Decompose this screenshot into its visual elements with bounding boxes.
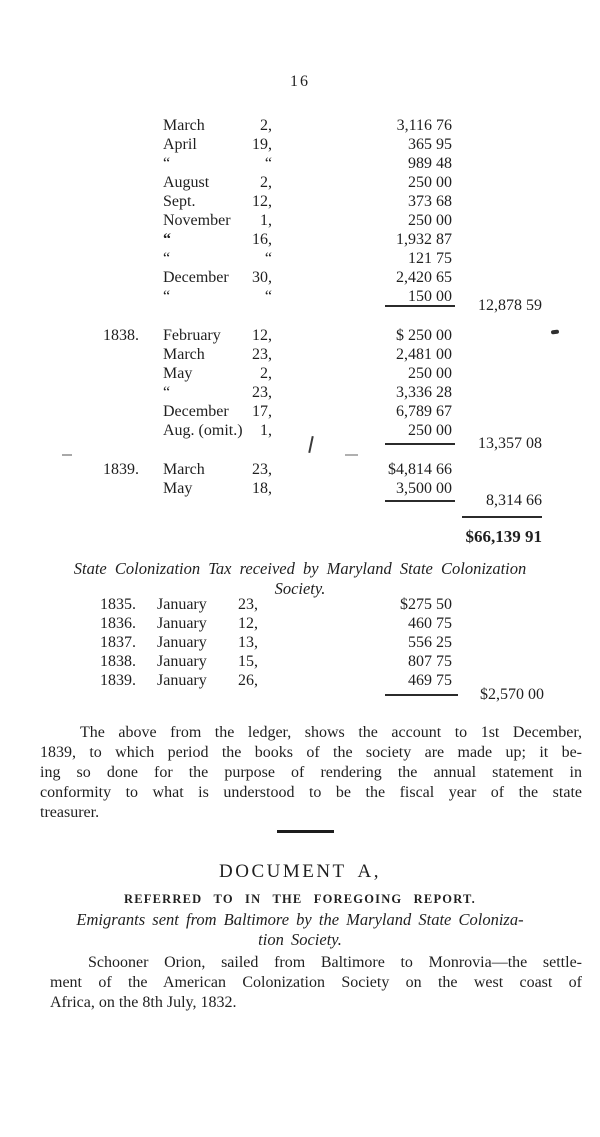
subtotal-rule [385, 500, 455, 502]
ledger-row [0, 173, 600, 192]
subtotal-rule [385, 443, 455, 445]
ledger-year: 1839. [103, 461, 139, 478]
ledger-amount: 121 75 [408, 250, 452, 267]
ledger-subtotal-row [0, 491, 600, 510]
ledger-day: 16, [252, 231, 272, 248]
ledger-amount: 3,116 76 [396, 117, 452, 134]
tax-amount: 556 25 [408, 634, 452, 651]
body-line: Schooner Orion, sailed from Baltimore to Monrovia—the settle- [88, 954, 582, 971]
tax-heading-line2: Society. [274, 579, 326, 598]
tax-year: 1835. [100, 596, 136, 613]
ledger-row [0, 154, 600, 173]
tax-month: January [157, 653, 207, 670]
ledger-month: December [163, 403, 229, 420]
tax-month: January [157, 672, 207, 689]
ledger-row [0, 211, 600, 230]
ledger-month: February [163, 327, 221, 344]
ledger-subtotal-row [0, 296, 600, 315]
ledger-row [0, 268, 600, 287]
subtotal-rule [385, 305, 455, 307]
tax-month: January [157, 596, 207, 613]
ledger-month: May [163, 365, 193, 382]
tax-year: 1837. [100, 634, 136, 651]
section-divider [277, 830, 334, 833]
ditto-mark: “ [264, 155, 272, 172]
ditto-mark: “ [163, 384, 171, 401]
ledger-month: March [163, 117, 205, 134]
ledger-year: 1838. [103, 327, 139, 344]
tax-row [0, 633, 600, 652]
ledger-amount: 250 00 [408, 212, 452, 229]
ditto-mark: “ [163, 288, 171, 305]
ledger-amount: 2,481 00 [396, 346, 452, 363]
subtotal-value: 12,878 59 [478, 297, 542, 314]
tax-year: 1839. [100, 672, 136, 689]
ledger-row [0, 402, 600, 421]
ditto-mark: “ [163, 250, 171, 267]
ledger-amount: $ 250 00 [396, 327, 452, 344]
ledger-row [0, 116, 600, 135]
ledger-month: May [163, 480, 193, 497]
tax-total-row [0, 685, 600, 704]
note-line: treasurer. [40, 804, 100, 821]
ledger-note-paragraph [40, 723, 582, 823]
tax-day: 23, [238, 596, 258, 613]
grand-total-rule [462, 516, 542, 518]
ledger-amount: 250 00 [408, 174, 452, 191]
ledger-amount: 3,336 28 [396, 384, 452, 401]
ledger-day: 12, [252, 327, 272, 344]
ledger-day: 19, [252, 136, 272, 153]
ledger-day: 12, [252, 193, 272, 210]
ledger-day: 30, [252, 269, 272, 286]
body-line: Africa, on the 8th July, 1832. [50, 994, 237, 1011]
ledger-row [0, 364, 600, 383]
tax-day: 15, [238, 653, 258, 670]
tax-row [0, 614, 600, 633]
ledger-row [0, 135, 600, 154]
ledger-row [0, 383, 600, 402]
ledger-amount: 989 48 [408, 155, 452, 172]
note-line: 1839, to which period the books of the society are made up; it be- [40, 744, 582, 761]
ink-dash-mark [62, 454, 72, 456]
ledger-row [0, 230, 600, 249]
ledger-amount: 250 00 [408, 422, 452, 439]
tax-row [0, 652, 600, 671]
tax-year: 1838. [100, 653, 136, 670]
ledger-row [0, 326, 600, 345]
grand-total-value: $66,139 91 [465, 527, 542, 546]
subtotal-value: 8,314 66 [486, 492, 542, 509]
ledger-day: 23, [252, 346, 272, 363]
ledger-row [0, 249, 600, 268]
page-number: 16 [290, 73, 310, 90]
grand-total-row [0, 527, 600, 546]
subtotal-rule [385, 694, 458, 696]
note-line: ing so done for the purpose of rendering the annual statement in [40, 764, 582, 781]
ledger-row [0, 345, 600, 364]
ledger-month: March [163, 346, 205, 363]
tax-amount: 469 75 [408, 672, 452, 689]
document-a-title: DOCUMENT A, [219, 861, 381, 882]
ledger-month: December [163, 269, 229, 286]
tax-amount: 807 75 [408, 653, 452, 670]
ledger-amount: 150 00 [408, 288, 452, 305]
ditto-mark: “ [163, 155, 171, 172]
tax-heading-line1: State Colonization Tax received by Maryland State Colonization [73, 559, 527, 578]
ledger-amount: 6,789 67 [396, 403, 452, 420]
ledger-month: March [163, 461, 205, 478]
ledger-amount: 373 68 [408, 193, 452, 210]
ledger-amount: 3,500 00 [396, 480, 452, 497]
ledger-month: Aug. (omit.) [163, 422, 243, 439]
tax-month: January [157, 615, 207, 632]
document-a-subtitle: REFERRED TO IN THE FOREGOING REPORT. [124, 892, 476, 906]
ledger-day: 2, [260, 117, 272, 134]
tax-amount: 460 75 [408, 615, 452, 632]
ledger-amount: 1,932 87 [396, 231, 452, 248]
ditto-mark: “ [264, 288, 272, 305]
ledger-month: August [163, 174, 210, 191]
ledger-day: 2, [260, 365, 272, 382]
ledger-day: 1, [260, 212, 272, 229]
note-line: The above from the ledger, shows the account to 1st December, [80, 724, 582, 741]
tax-day: 13, [238, 634, 258, 651]
ledger-day: 18, [252, 480, 272, 497]
tax-day: 12, [238, 615, 258, 632]
emigrants-heading-line2: tion Society. [258, 930, 342, 949]
tax-day: 26, [238, 672, 258, 689]
ledger-month: November [163, 212, 231, 229]
ledger-day: 2, [260, 174, 272, 191]
tax-row [0, 595, 600, 614]
ledger-day: 17, [252, 403, 272, 420]
ledger-month: Sept. [163, 193, 196, 210]
body-line: ment of the American Colonization Society on the west coast of [50, 974, 582, 991]
tax-total-value: $2,570 00 [480, 686, 544, 703]
ledger-row [0, 460, 600, 479]
ledger-amount: 2,420 65 [396, 269, 452, 286]
ledger-day: 23, [252, 384, 272, 401]
ink-dash-mark [345, 454, 358, 456]
ledger-amount: 365 95 [408, 136, 452, 153]
ditto-mark: “ [163, 231, 171, 248]
ledger-month: April [163, 136, 197, 153]
ditto-mark: “ [264, 250, 272, 267]
tax-amount: $275 50 [400, 596, 452, 613]
subtotal-value: 13,357 08 [478, 435, 542, 452]
ledger-day: 1, [260, 422, 272, 439]
tax-month: January [157, 634, 207, 651]
ledger-day: 23, [252, 461, 272, 478]
document-a-body [50, 953, 582, 1013]
ledger-amount: 250 00 [408, 365, 452, 382]
ledger-row [0, 192, 600, 211]
note-line: conformity to what is understood to be the fiscal year of the state [40, 784, 582, 801]
emigrants-heading-line1: Emigrants sent from Baltimore by the Maryland State Coloniza- [76, 910, 524, 929]
ledger-subtotal-row [0, 434, 600, 453]
tax-year: 1836. [100, 615, 136, 632]
ledger-amount: $4,814 66 [388, 461, 452, 478]
